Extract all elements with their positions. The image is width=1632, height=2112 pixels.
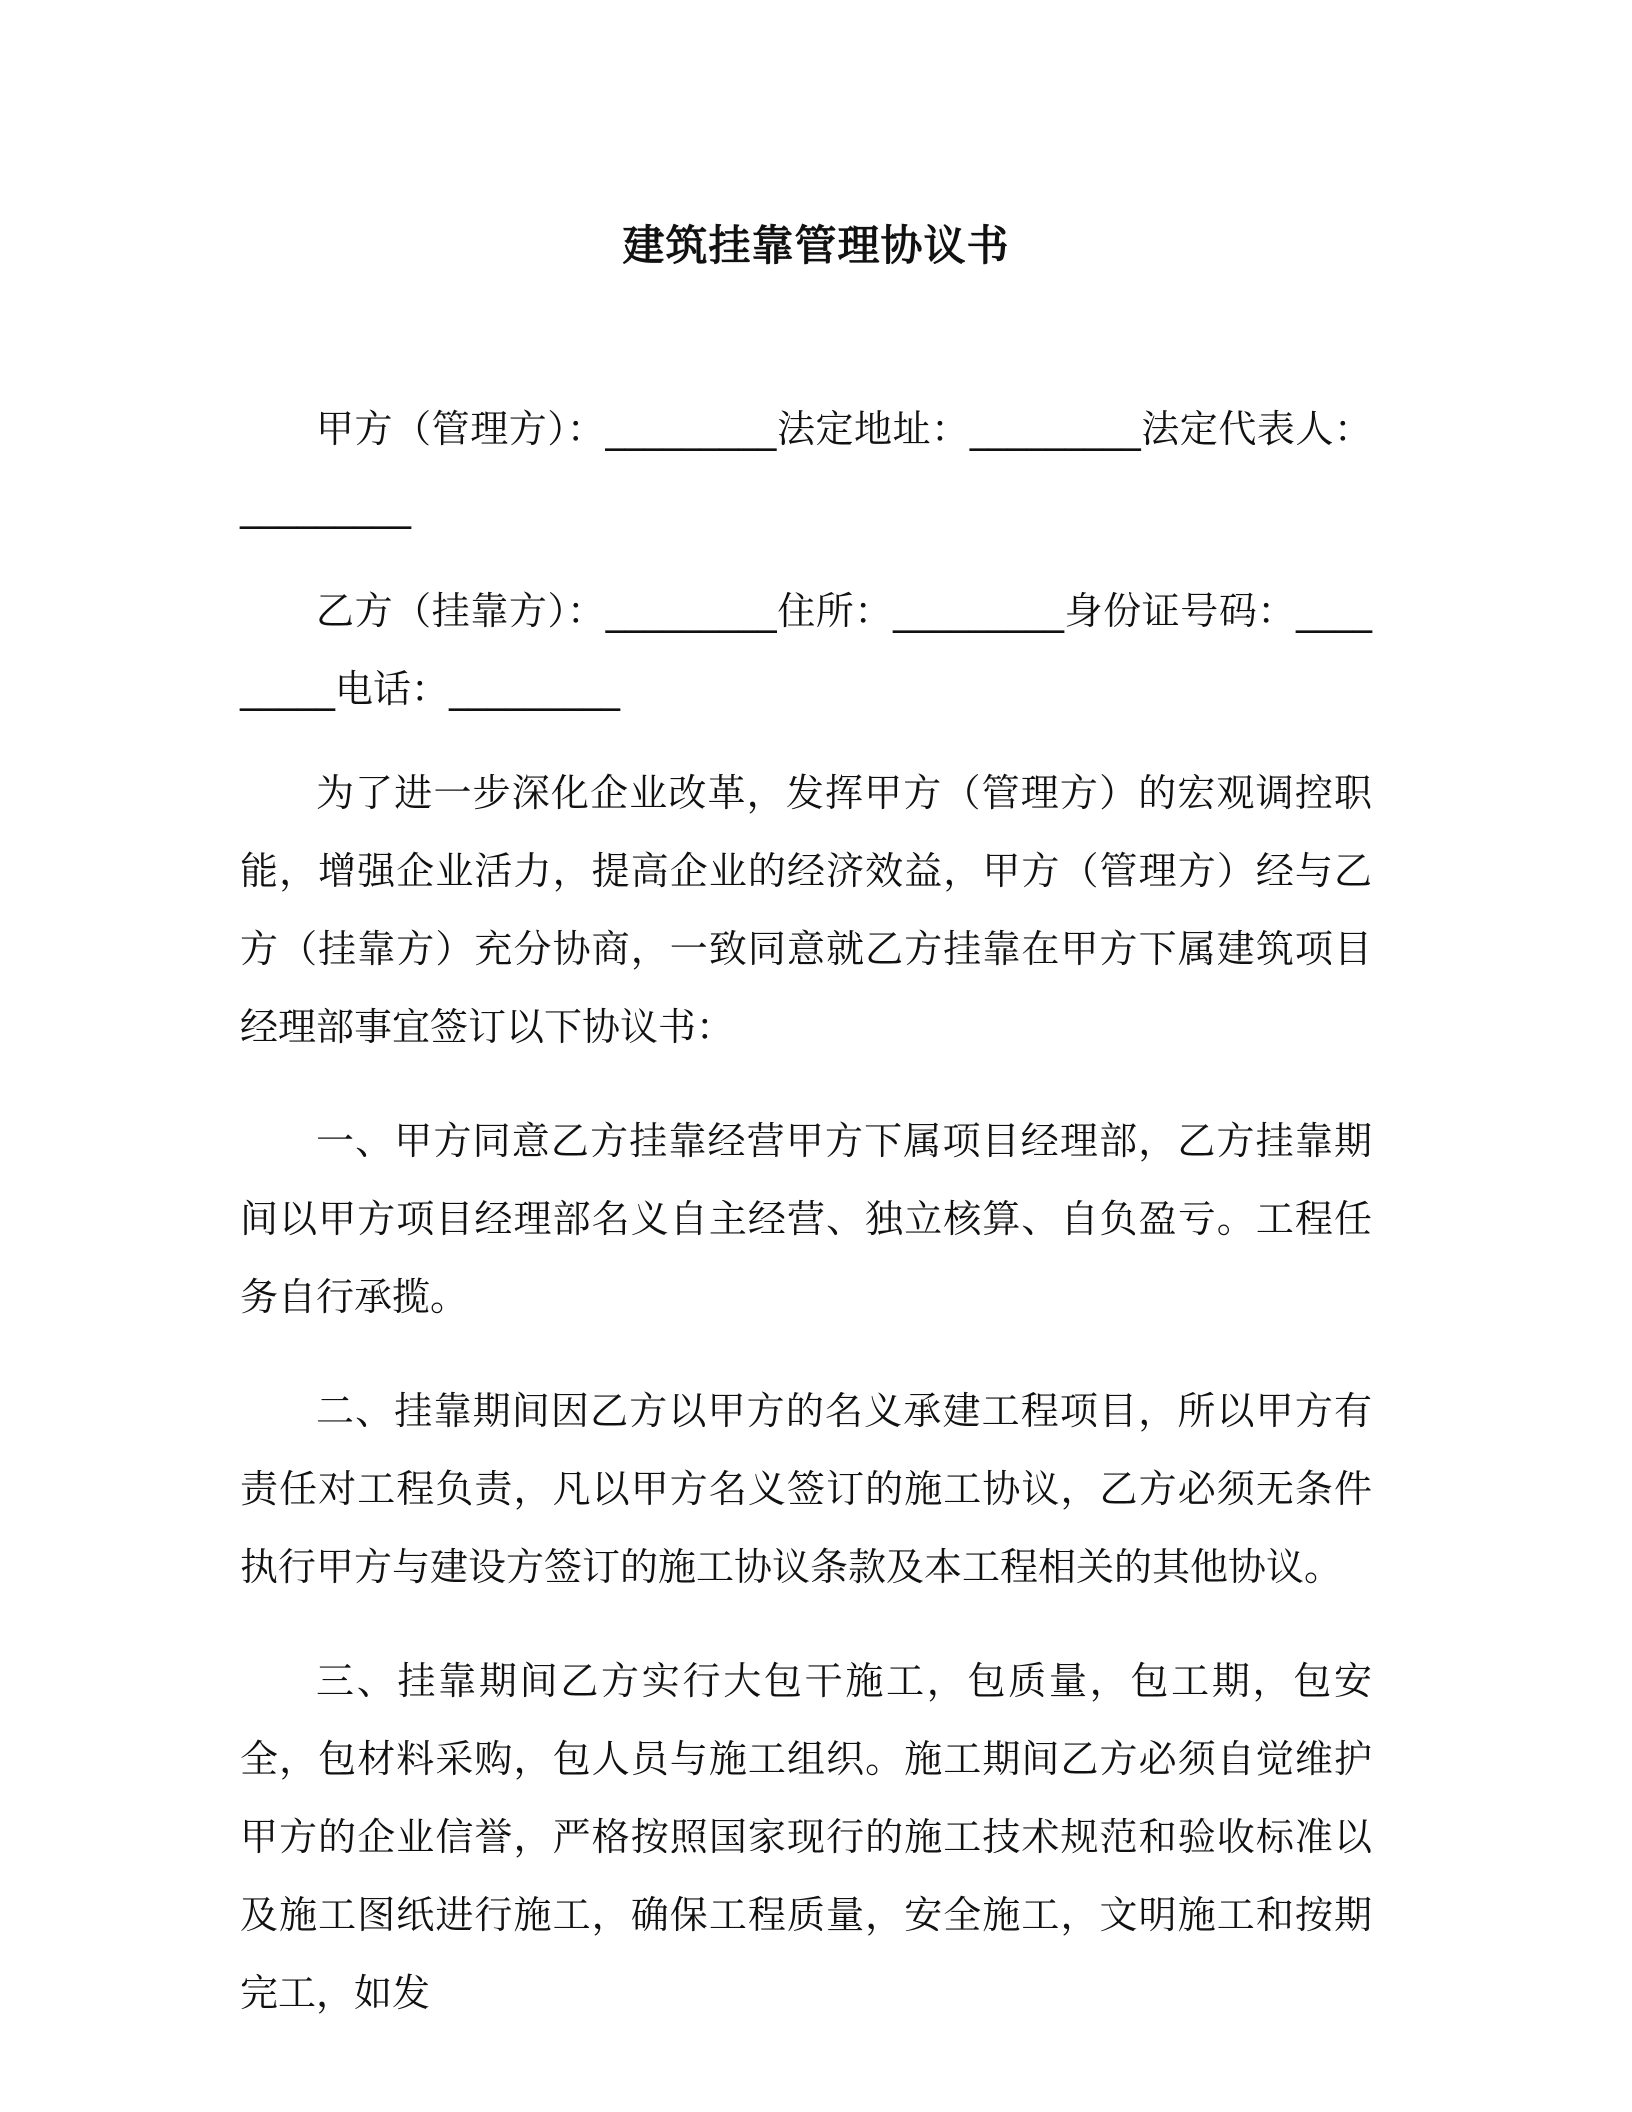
clause-3-paragraph: 三、挂靠期间乙方实行大包干施工，包质量，包工期，包安全，包材料采购，包人员与施工组织。施工期间乙方必须自觉维护甲方的企业信誉，严格按照国家现行的施工技术规范和验收标准以及施工图纸进行施工，确保工程质量，安全施工，文明施工和按期完工，如发 bbox=[240, 1659, 1372, 2015]
party-a-paragraph: 甲方（管理方）：_________法定地址：_________法定代表人：_________ bbox=[240, 407, 1372, 529]
clause-2-paragraph: 二、挂靠期间因乙方以甲方的名义承建工程项目，所以甲方有责任对工程负责，凡以甲方名义签订的施工协议，乙方必须无条件执行甲方与建设方签订的施工协议条款及本工程相关的其他协议。 bbox=[240, 1389, 1372, 1589]
preamble-paragraph: 为了进一步深化企业改革，发挥甲方（管理方）的宏观调控职能，增强企业活力，提高企业的经济效益，甲方（管理方）经与乙方（挂靠方）充分协商，一致同意就乙方挂靠在甲方下属建筑项目经理部事宜签订以下协议书： bbox=[240, 771, 1372, 1049]
document-body bbox=[240, 390, 1372, 2032]
party-b-paragraph: 乙方（挂靠方）：_________住所：_________身份证号码：_________电话：_________ bbox=[240, 589, 1372, 711]
clause-1-paragraph: 一、甲方同意乙方挂靠经营甲方下属项目经理部，乙方挂靠期间以甲方项目经理部名义自主经营、独立核算、自负盈亏。工程任务自行承揽。 bbox=[240, 1119, 1372, 1319]
document-title: 建筑挂靠管理协议书 bbox=[622, 221, 1010, 270]
